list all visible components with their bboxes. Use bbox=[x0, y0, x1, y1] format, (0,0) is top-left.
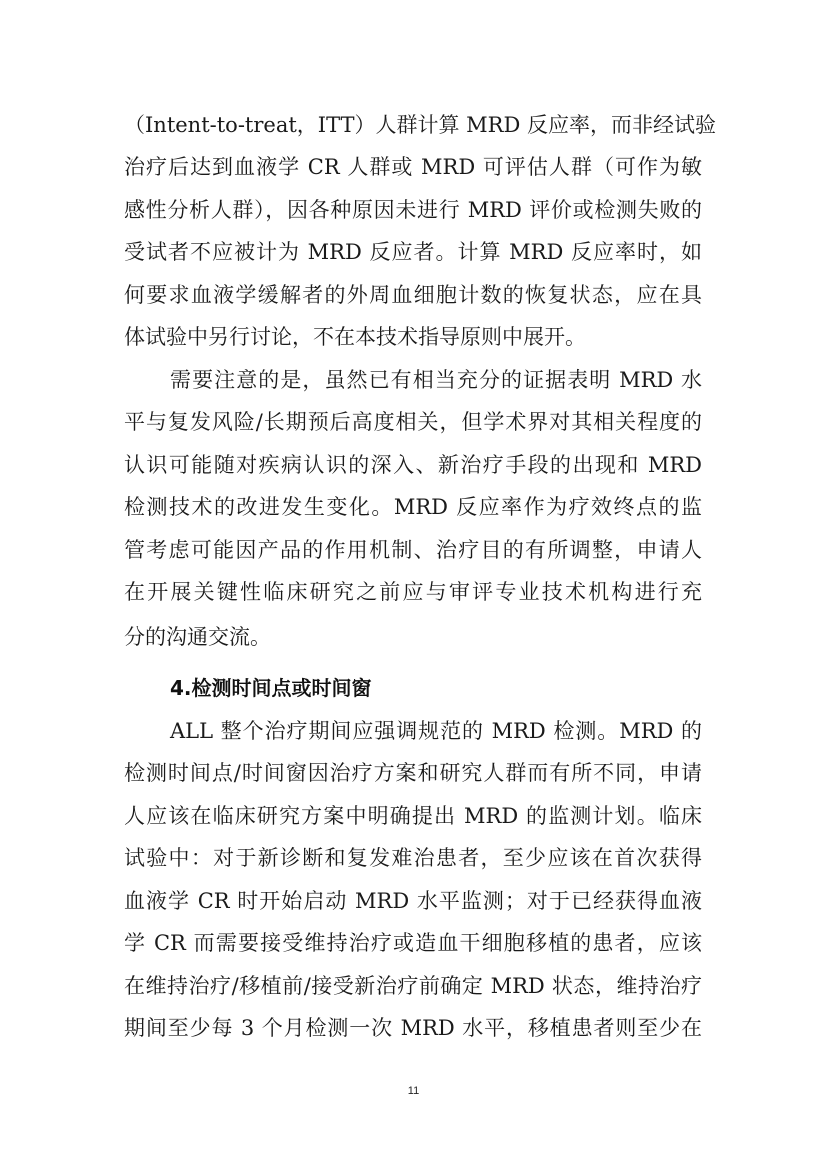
text-line: 人应该在临床研究方案中明确提出 MRD 的监测计划。临床 bbox=[124, 804, 702, 828]
text-line: 检测时间点/时间窗因治疗方案和研究人群而有所不同，申请 bbox=[124, 761, 702, 785]
section-heading: 4.检测时间点或时间窗 bbox=[170, 676, 372, 700]
text-line: 试验中：对于新诊断和复发难治患者，至少应该在首次获得 bbox=[124, 846, 702, 870]
text-line: 认识可能随对疾病认识的深入、新治疗手段的出现和 MRD bbox=[124, 453, 702, 477]
text-line: ALL 整个治疗期间应强调规范的 MRD 检测。MRD 的 bbox=[170, 719, 702, 743]
text-line: 需要注意的是，虽然已有相当充分的证据表明 MRD 水 bbox=[170, 368, 702, 392]
text-line: 感性分析人群），因各种原因未进行 MRD 评价或检测失败的 bbox=[124, 198, 702, 222]
text-line: 检测技术的改进发生变化。MRD 反应率作为疗效终点的监 bbox=[124, 495, 702, 519]
text-line: 体试验中另行讨论，不在本技术指导原则中展开。 bbox=[124, 325, 586, 349]
text-line: 平与复发风险/长期预后高度相关，但学术界对其相关程度的 bbox=[124, 410, 702, 434]
text-line: 受试者不应被计为 MRD 反应者。计算 MRD 反应率时，如 bbox=[124, 240, 702, 264]
text-line: 管考虑可能因产品的作用机制、治疗目的有所调整，申请人 bbox=[124, 538, 702, 562]
text-line: 期间至少每 3 个月检测一次 MRD 水平，移植患者则至少在 bbox=[124, 1016, 702, 1040]
text-line: （Intent-to-treat，ITT）人群计算 MRD 反应率，而非经试验 bbox=[124, 113, 716, 137]
text-line: 在开展关键性临床研究之前应与审评专业技术机构进行充 bbox=[124, 580, 702, 604]
text-line: 学 CR 而需要接受维持治疗或造血干细胞移植的患者，应该 bbox=[124, 931, 702, 955]
text-line: 治疗后达到血液学 CR 人群或 MRD 可评估人群（可作为敏 bbox=[124, 155, 702, 179]
text-line: 分的沟通交流。 bbox=[124, 625, 271, 649]
text-line: 血液学 CR 时开始启动 MRD 水平监测；对于已经获得血液 bbox=[124, 889, 702, 913]
text-line: 在维持治疗/移植前/接受新治疗前确定 MRD 状态，维持治疗 bbox=[124, 974, 702, 998]
text-line: 何要求血液学缓解者的外周血细胞计数的恢复状态，应在具 bbox=[124, 283, 702, 307]
page-number: 11 bbox=[407, 1085, 420, 1097]
